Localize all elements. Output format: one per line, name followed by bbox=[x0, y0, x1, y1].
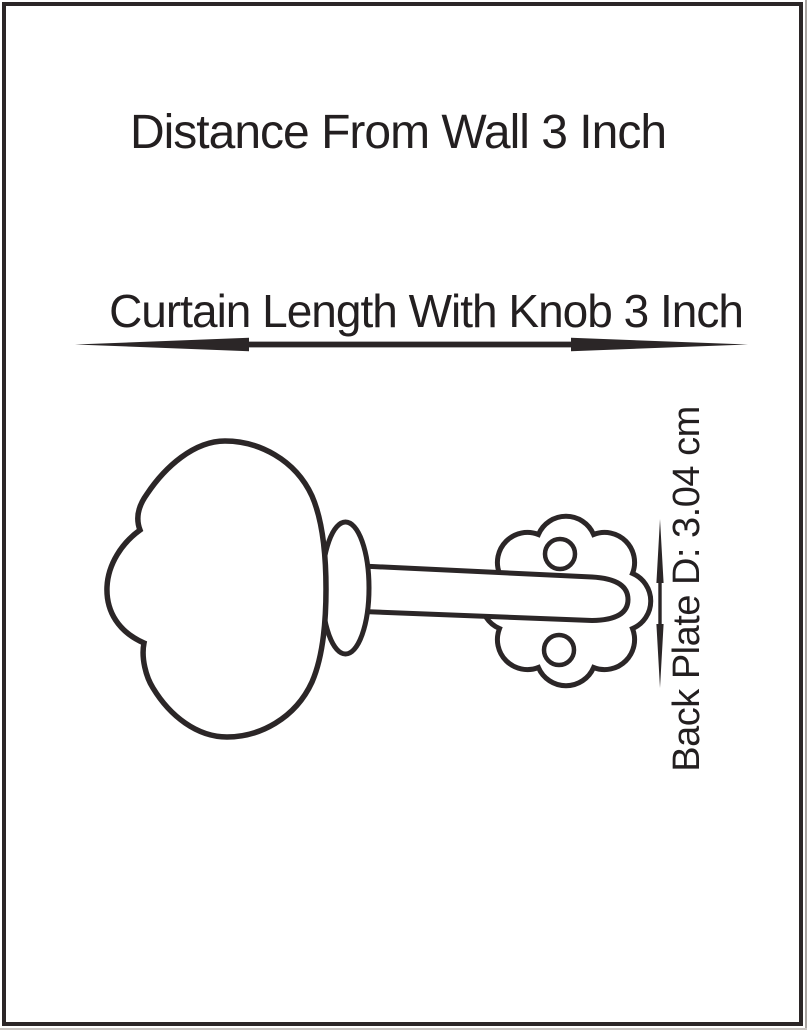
knob-collar bbox=[322, 522, 369, 654]
diameter-dimension-arrow-icon bbox=[656, 519, 663, 688]
distance-from-wall-label: Distance From Wall 3 Inch bbox=[129, 106, 667, 159]
knob-outline bbox=[107, 441, 326, 737]
curtain-length-label: Curtain Length With Knob 3 Inch bbox=[109, 285, 743, 337]
screw-hole-bottom bbox=[544, 635, 574, 665]
width-dimension-arrow-icon bbox=[75, 338, 748, 351]
screw-hole-top bbox=[545, 539, 575, 569]
back-plate-diameter-label: Back Plate D: 3.04 cm bbox=[666, 406, 708, 772]
